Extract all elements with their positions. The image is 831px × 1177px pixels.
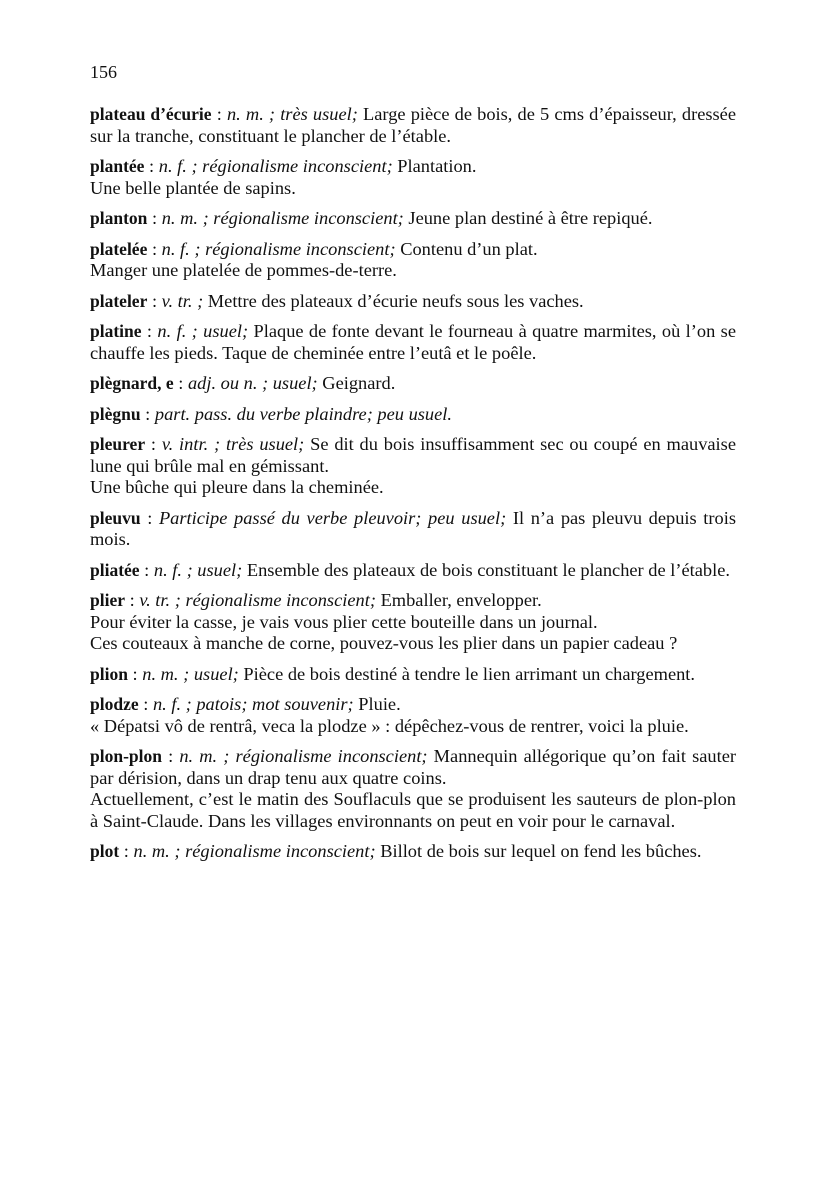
entry-definition: Il n’a pas pleuvu depuis trois mois. <box>90 507 736 549</box>
entry-separator: : <box>144 156 159 176</box>
entry-definition: Emballer, envelopper. <box>375 590 542 610</box>
entry-separator: : <box>138 694 153 714</box>
entry-grammar: n. m. ; régionalisme inconscient; <box>179 746 428 766</box>
entry-headword: plon-plon <box>90 746 162 766</box>
entry-grammar: n. f. ; usuel; <box>157 321 249 341</box>
entry-example: Pour éviter la casse, je vais vous plier cette bouteille dans un journal. <box>90 611 598 632</box>
entry-headword: platine <box>90 321 142 341</box>
entry-example: Ces couteaux à manche de corne, pouvez-vous les plier dans un papier cadeau ? <box>90 633 678 653</box>
entry-definition: Ensemble des plateaux de bois constituant le plancher de l’étable. <box>242 559 730 580</box>
dictionary-entry <box>90 156 736 199</box>
dictionary-entry <box>90 404 736 426</box>
entry-headword: plot <box>90 841 120 861</box>
dictionary-entry <box>90 291 736 313</box>
entry-definition-line <box>90 508 736 551</box>
entry-headword: planton <box>90 208 148 228</box>
entry-definition-line <box>90 208 736 230</box>
dictionary-entry <box>90 373 736 395</box>
entry-separator: : <box>140 403 155 424</box>
entry-grammar: n. f. ; régionalisme inconscient; <box>158 156 393 176</box>
entry-definition: Large pièce de bois, de 5 cms d’épaisseur, dressée sur la tranche, constituant le plancher de l’étable. <box>90 104 736 146</box>
dictionary-entry <box>90 434 736 499</box>
entry-grammar: n. m. ; régionalisme inconscient; <box>133 841 376 861</box>
entry-definition: Jeune plan destiné à être repiqué. <box>403 208 653 228</box>
entry-headword: plègnu <box>90 403 141 424</box>
entry-grammar: v. tr. ; <box>161 290 204 311</box>
entry-grammar: v. tr. ; régionalisme inconscient; <box>139 590 376 610</box>
dictionary-entry <box>90 694 736 737</box>
dictionary-entry <box>90 104 736 147</box>
entry-definition-line <box>90 321 736 364</box>
entry-definition-line <box>90 373 736 395</box>
entry-grammar: adj. ou n. ; usuel; <box>187 373 318 393</box>
entry-definition-line <box>90 560 736 582</box>
entry-grammar: n. f. ; usuel; <box>153 559 243 580</box>
entry-headword: plateau d’écurie <box>90 104 212 124</box>
entry-definition-line <box>90 404 736 426</box>
entry-grammar: part. pass. du verbe plaindre; peu usuel. <box>154 403 452 424</box>
entry-definition: Geignard. <box>317 373 396 393</box>
entry-grammar: n. m. ; régionalisme inconscient; <box>161 208 404 228</box>
entry-separator: : <box>125 590 140 610</box>
entry-headword: plodze <box>90 694 139 714</box>
dictionary-entry <box>90 321 736 364</box>
entry-separator: : <box>139 559 154 580</box>
entry-example: Manger une platelée de pommes-de-terre. <box>90 260 397 280</box>
dictionary-entry <box>90 508 736 551</box>
dictionary-entry <box>90 841 736 863</box>
entry-example: « Dépatsi vô de rentrâ, veca la plodze » : dépêchez-vous de rentrer, voici la pluie. <box>90 715 689 736</box>
entry-grammar: n. m. ; usuel; <box>142 663 239 684</box>
entry-headword: pleurer <box>90 434 146 454</box>
entry-headword: pleuvu <box>90 507 141 528</box>
entry-definition: Mannequin allégorique qu’on fait sauter par dérision, dans un drap tenu aux quatre coins. <box>90 746 736 788</box>
entry-separator: : <box>211 104 227 124</box>
entry-definition-line <box>90 434 736 477</box>
entry-separator: : <box>141 321 158 341</box>
entry-grammar: n. m. ; très usuel; <box>226 104 358 124</box>
entry-separator: : <box>119 841 134 861</box>
dictionary-entry <box>90 560 736 582</box>
page-number: 156 <box>90 62 117 82</box>
entry-example: Une belle plantée de sapins. <box>90 177 296 198</box>
entry-definition-line <box>90 841 736 863</box>
entry-separator: : <box>127 663 143 684</box>
entry-headword: plateler <box>90 290 148 311</box>
entry-definition: Pluie. <box>353 694 401 714</box>
entry-headword: plègnard, e <box>90 373 174 393</box>
entry-definition: Se dit du bois insuffisamment sec ou coupé en mauvaise lune qui brûle mal en gémissant. <box>90 434 736 476</box>
entry-grammar: v. intr. ; très usuel; <box>161 434 305 454</box>
dictionary-entry <box>90 664 736 686</box>
entry-grammar: n. f. ; régionalisme inconscient; <box>161 238 396 259</box>
entry-definition-line <box>90 239 736 261</box>
entry-definition-line <box>90 156 736 178</box>
entry-example: Une bûche qui pleure dans la cheminée. <box>90 477 384 497</box>
entry-example: Actuellement, c’est le matin des Souflaculs que se produisent les sauteurs de plon-plon à Saint-Claude. Dans les villages environnants on peut en voir pour le carnaval. <box>90 789 736 831</box>
entry-separator: : <box>145 434 162 454</box>
entry-headword: pliatée <box>90 559 140 580</box>
dictionary-entry <box>90 590 736 655</box>
entry-definition-line <box>90 746 736 789</box>
entry-definition-line <box>90 590 736 612</box>
entry-separator: : <box>147 290 162 311</box>
entry-definition: Contenu d’un plat. <box>395 238 538 259</box>
entry-separator: : <box>147 238 162 259</box>
entry-definition-line <box>90 291 736 313</box>
dictionary-entry <box>90 208 736 230</box>
entry-headword: platelée <box>90 238 148 259</box>
entry-headword: plantée <box>90 156 145 176</box>
dictionary-entry <box>90 239 736 282</box>
entry-definition: Pièce de bois destiné à tendre le lien arrimant un chargement. <box>238 663 696 684</box>
entry-headword: plier <box>90 590 125 610</box>
entry-definition: Plaque de fonte devant le fourneau à quatre marmites, où l’on se chauffe les pieds. Taque de cheminée entre l’eutâ et le poêle. <box>90 321 736 363</box>
entry-headword: plion <box>90 663 128 684</box>
entry-separator: : <box>147 208 162 228</box>
entry-definition: Mettre des plateaux d’écurie neufs sous les vaches. <box>203 290 584 311</box>
entry-separator: : <box>161 746 180 766</box>
entry-definition: Plantation. <box>392 156 477 176</box>
dictionary-entry <box>90 746 736 832</box>
entry-separator: : <box>140 507 159 528</box>
entry-definition-line <box>90 104 736 147</box>
entry-definition-line <box>90 694 736 716</box>
entry-grammar: n. f. ; patois; mot souvenir; <box>152 694 354 714</box>
entry-grammar: Participe passé du verbe pleuvoir; peu usuel; <box>158 507 507 528</box>
dictionary-entries <box>90 104 736 872</box>
entry-separator: : <box>173 373 188 393</box>
entry-definition: Billot de bois sur lequel on fend les bûches. <box>375 841 702 861</box>
entry-definition-line <box>90 664 736 686</box>
